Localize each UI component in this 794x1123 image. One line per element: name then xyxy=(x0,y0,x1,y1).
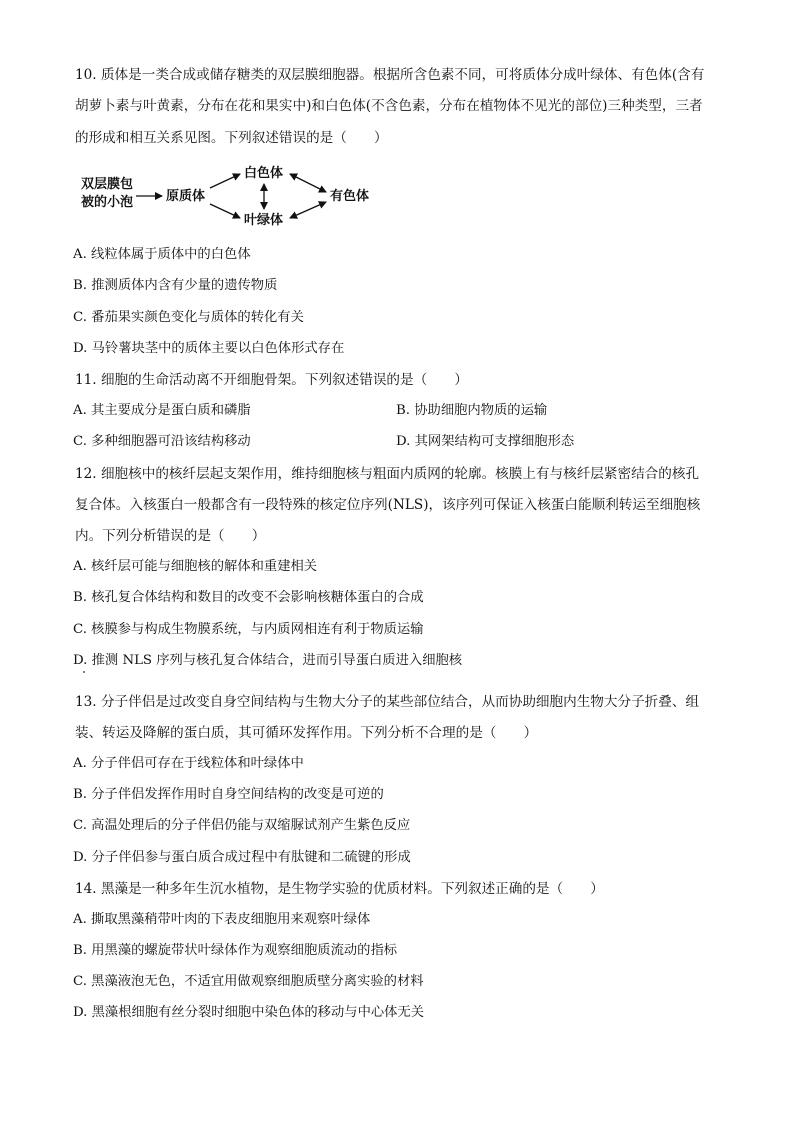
q14-option-c: C. 黑藻液泡无色，不适宜用做观察细胞质壁分离实验的材料 xyxy=(73,974,424,989)
diagram-chloroplast: 叶绿体 xyxy=(244,213,284,228)
arrow-proplastid-to-chloroplast xyxy=(210,204,240,218)
q11-stem: 11. 细胞的生命活动离不开细胞骨架。下列叙述错误的是（ ） xyxy=(75,372,468,388)
q10-stem-line-3: 的形成和相互关系见图。下列叙述错误的是（ ） xyxy=(75,130,388,146)
q11-option-d: D. 其网架结构可支撑细胞形态 xyxy=(396,434,575,449)
arrow-chloroplast-chromoplast xyxy=(290,202,326,218)
q13-stem-line-1: 13. 分子伴侣是过改变自身空间结构与生物大分子的某些部位结合，从而协助细胞内生物大分子折叠、组 xyxy=(75,694,700,710)
diagram-chromoplast: 有色体 xyxy=(330,189,370,204)
q12-stem-line-2: 复合体。入核蛋白一般都含有一段特殊的核定位序列(NLS)，该序列可保证入核蛋白能顺利转运至细胞核 xyxy=(75,497,701,513)
diagram-proplastid: 原质体 xyxy=(166,189,206,204)
q12-stem-line-3: 内。下列分析错误的是（ ） xyxy=(75,528,266,544)
q10-stem-line-2: 胡萝卜素与叶黄素，分布在花和果实中)和白色体(不含色素，分布在植物体不见光的部位)三种类型，三者 xyxy=(75,98,703,114)
q10-option-c: C. 番茄果实颜色变化与质体的转化有关 xyxy=(73,310,304,325)
q13-option-b: B. 分子伴侣发挥作用时自身空间结构的改变是可逆的 xyxy=(73,787,384,802)
q11-option-b: B. 协助细胞内物质的运输 xyxy=(396,403,548,418)
q14-option-a: A. 撕取黑藻稍带叶肉的下表皮细胞用来观察叶绿体 xyxy=(73,912,371,927)
q12-option-c: C. 核膜参与构成生物膜系统，与内质网相连有利于物质运输 xyxy=(73,622,424,637)
q12-option-d: D. 推测 NLS 序列与核孔复合体结合，进而引导蛋白质进入细胞核 xyxy=(73,653,463,668)
q13-option-a: A. 分子伴侣可存在于线粒体和叶绿体中 xyxy=(73,756,304,771)
q13-stem-line-2: 装、转运及降解的蛋白质，其可循环发挥作用。下列分析不合理的是（ ） xyxy=(75,725,538,741)
q10-option-b: B. 推测质体内含有少量的遗传物质 xyxy=(73,278,278,293)
q11-option-a: A. 其主要成分是蛋白质和磷脂 xyxy=(73,403,251,418)
q14-stem: 14. 黑藻是一种多年生沉水植物，是生物学实验的优质材料。下列叙述正确的是（ ） xyxy=(75,881,604,897)
q12-option-b: B. 核孔复合体结构和数目的改变不会影响核糖体蛋白的合成 xyxy=(73,590,424,605)
q11-option-c: C. 多种细胞器可沿该结构移动 xyxy=(73,434,251,449)
stray-mark xyxy=(83,671,85,673)
q12-stem-line-1: 12. 细胞核中的核纤层起支架作用，维持细胞核与粗面内质网的轮廓。核膜上有与核纤层紧密结合的核孔 xyxy=(75,466,700,482)
diagram-leucoplast: 白色体 xyxy=(244,166,284,181)
q13-option-d: D. 分子伴侣参与蛋白质合成过程中有肽键和二硫键的形成 xyxy=(73,850,411,865)
q12-option-a: A. 核纤层可能与细胞核的解体和重建相关 xyxy=(73,559,318,574)
q14-option-b: B. 用黑藻的螺旋带状叶绿体作为观察细胞质流动的指标 xyxy=(73,943,398,958)
q10-option-d: D. 马铃薯块茎中的质体主要以白色体形式存在 xyxy=(73,341,345,356)
plastid-relationship-diagram xyxy=(72,160,392,230)
q10-stem-line-1: 10. 质体是一类合成或储存糖类的双层膜细胞器。根据所含色素不同，可将质体分成叶绿体、有色体(含有 xyxy=(75,67,705,83)
diagram-source-line-2: 被的小泡 xyxy=(81,195,134,210)
q10-option-a: A. 线粒体属于质体中的白色体 xyxy=(73,247,251,262)
arrow-leucoplast-chromoplast xyxy=(290,174,326,192)
q13-option-c: C. 高温处理后的分子伴侣仍能与双缩脲试剂产生紫色反应 xyxy=(73,818,411,833)
diagram-source-line-1: 双层膜包 xyxy=(81,177,134,192)
q14-option-d: D. 黑藻根细胞有丝分裂时细胞中染色体的移动与中心体无关 xyxy=(73,1005,425,1020)
arrow-proplastid-to-leucoplast xyxy=(210,174,240,188)
